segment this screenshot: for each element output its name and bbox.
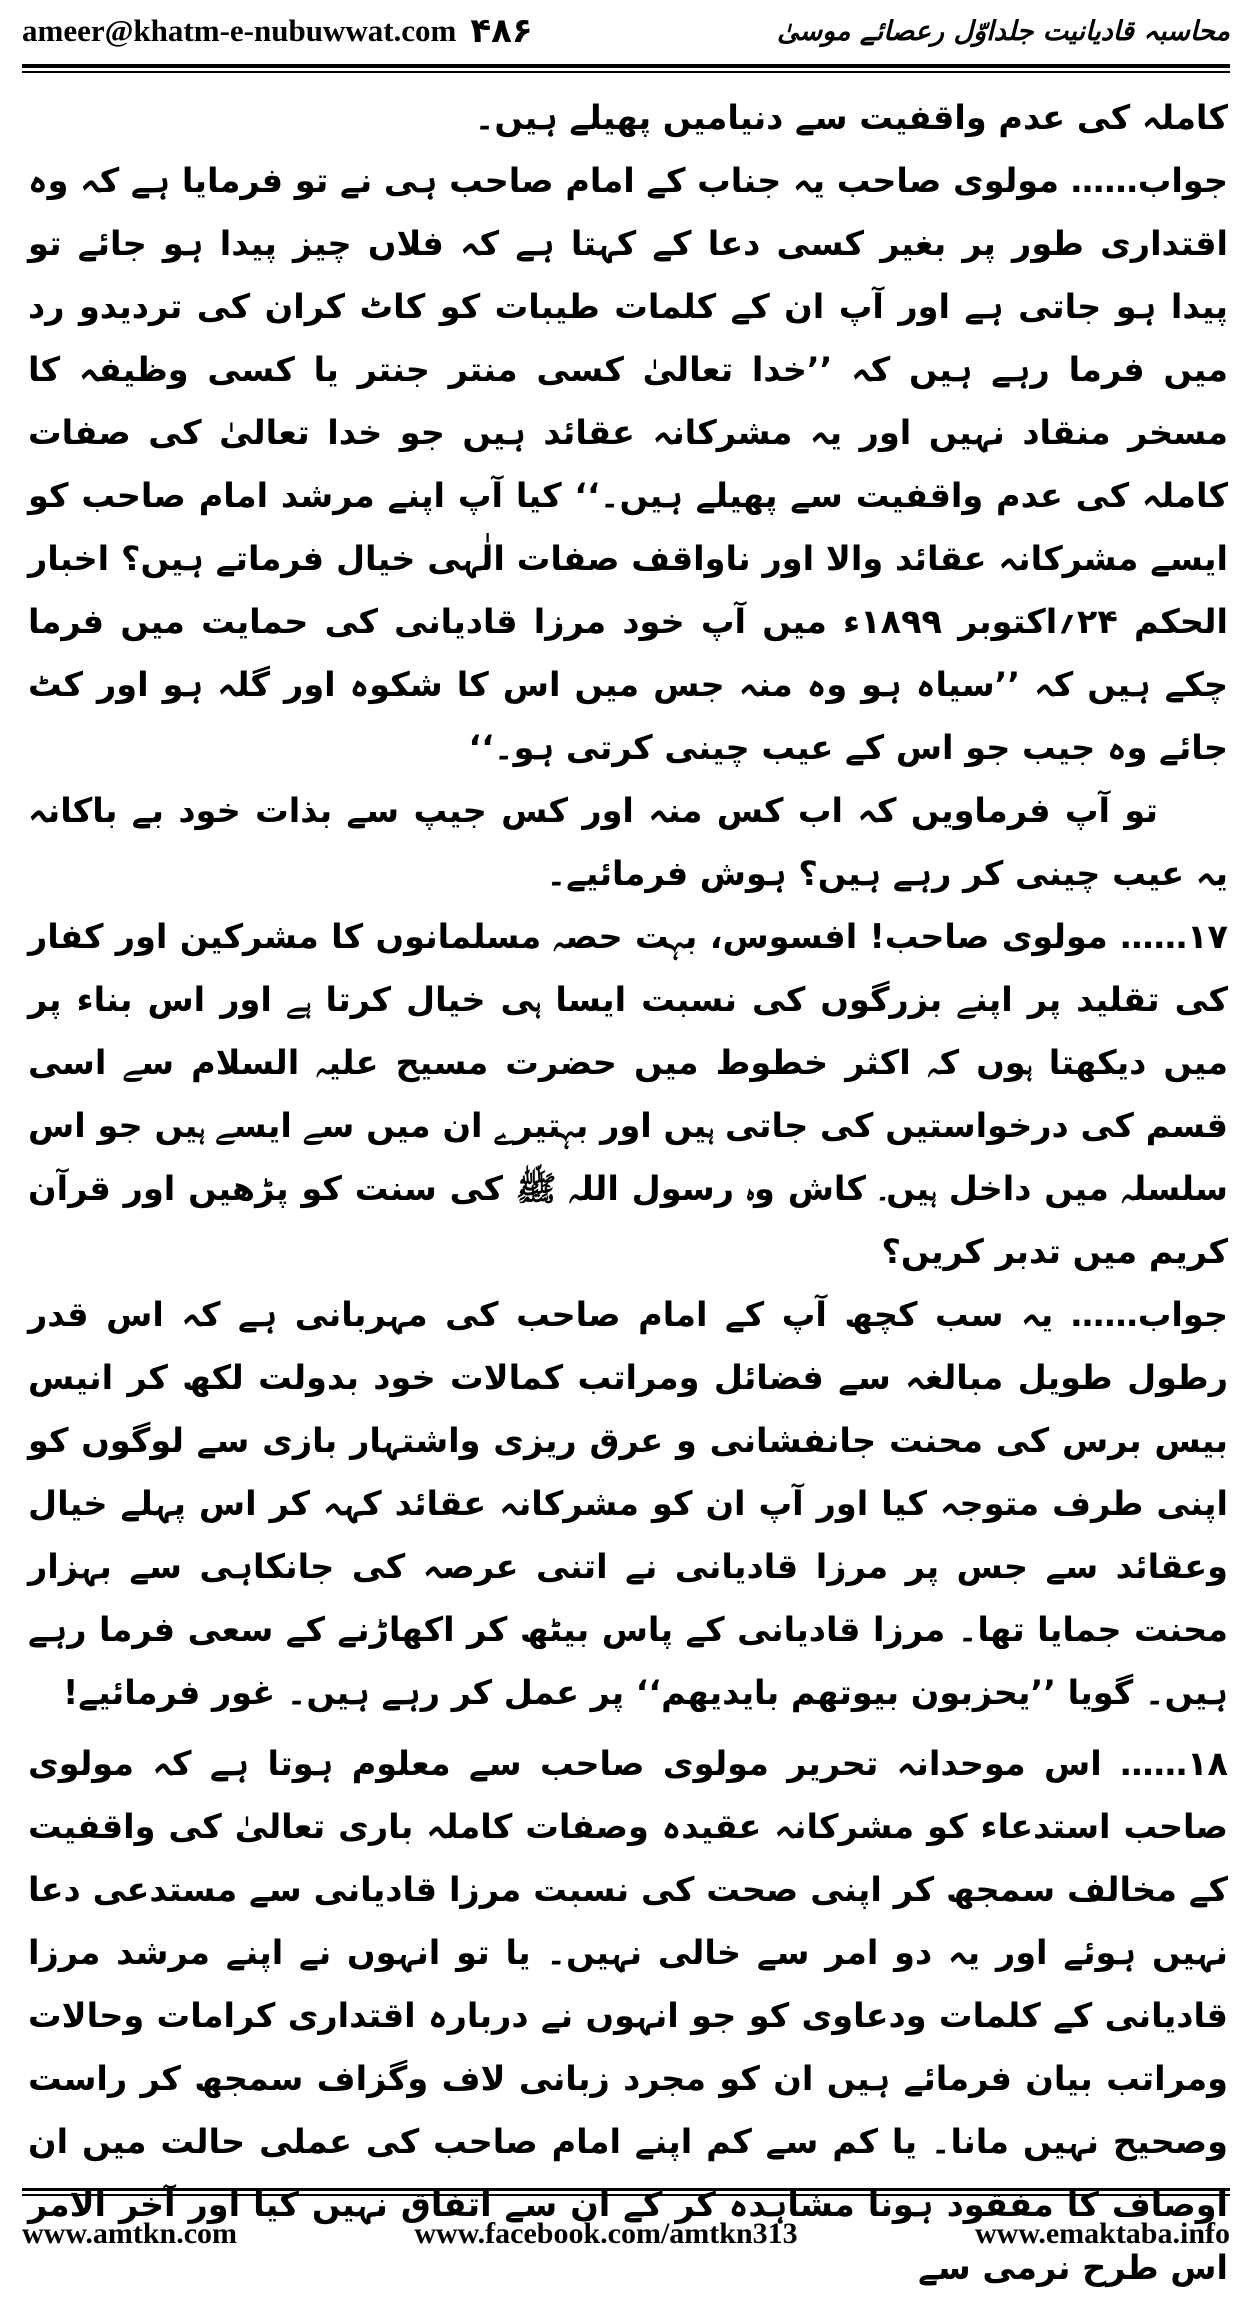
page-header [22,0,1230,62]
page-number: ۴۸۶ [470,11,533,51]
footer-link-emaktaba: www.emaktaba.info [974,2217,1230,2250]
paragraph-2: جواب…… مولوی صاحب یہ جناب کے امام صاحب ہی نے تو فرمایا ہے کہ وہ اقتداری طور پر بغیر کسی دعا کے کہتا ہے کہ فلاں چیز پیدا ہو جائے تو پیدا ہو جاتی ہے اور آپ ان کے کلمات طیبات کو کاٹ کران کی تردیدو رد میں فرما رہے ہیں کہ ’’خدا تعالیٰ کسی منتر جنتر یا کسی وظیفہ کا مسخر منقاد نہیں اور یہ مشرکانہ عقائد ہیں جو خدا تعالیٰ کی صفات کاملہ کی عدم واقفیت سے پھیلے ہیں۔‘‘ کیا آپ اپنے مرشد امام صاحب کو ایسے مشرکانہ عقائد والا اور ناواقف صفات الٰہی خیال فرماتے ہیں؟ اخبار الحکم ۲۴؍اکتوبر ۱۸۹۹ء میں آپ خود مرزا قادیانی کی حمایت میں فرما چکے ہیں کہ ’’سیاہ ہو وہ منہ جس میں اس کا شکوہ اور گلہ ہو اور کٹ جائے وہ جیب جو اس کے عیب چینی کرتی ہو۔‘‘ [28,161,1228,767]
paragraph-1: کاملہ کی عدم واقفیت سے دنیامیں پھیلے ہیں۔ [474,98,1228,137]
page-footer [22,2204,1230,2264]
header-email: ameer@khatm-e-nubuwwat.com [22,13,457,48]
footer-link-facebook: www.facebook.com/amtkn313 [414,2217,798,2250]
footer-rule [22,2188,1230,2196]
footer-link-amtkn: www.amtkn.com [22,2217,237,2250]
header-left [22,11,533,51]
paragraph-5: جواب…… یہ سب کچھ آپ کے امام صاحب کی مہربانی ہے کہ اس قدر رطول طویل مبالغہ سے فضائل ومراتب کمالات خود بدولت لکھ کر انیس بیس برس کی محنت جانفشانی و عرق ریزی واشتہار بازی سے لوگوں کو اپنی طرف متوجہ کیا اور آپ ان کو مشرکانہ عقائد کہہ کر اس پہلے خیال وعقائد سے جس پر مرزا قادیانی نے اتنی عرصہ کی جانکاہی سے بہزار محنت جمایا تھا۔ مرزا قادیانی کے پاس بیٹھ کر اکھاڑنے کے سعی فرما رہے ہیں۔ گویا ’’یحزبون بیوتھم بایدیھم‘‘ پر عمل کر رہے ہیں۔ غور فرمائیے! [28,1295,1228,1712]
book-title: محاسبہ قادیانیت جلداوّل رعصائے موسیٰ [776,15,1230,47]
paragraph-3: تو آپ فرماویں کہ اب کس منہ اور کس جیپ سے بذات خود بے باکانہ یہ عیب چینی کر رہے ہیں؟ ہوش فرمائیے۔ [28,791,1228,893]
paragraph-4: ۱۷…… مولوی صاحب! افسوس، بہت حصہ مسلمانوں کا مشرکین اور کفار کی تقلید پر اپنے بزرگوں کی نسبت ایسا ہی خیال کرتا ہے اور اس بناء پر میں دیکھتا ہوں کہ اکثر خطوط میں حضرت مسیح علیہ السلام سے اسی قسم کی درخواستیں کی جاتی ہیں اور بہتیرے ان میں سے ایسے ہیں جو اس سلسلہ میں داخل ہیں۔ کاش وہ رسول اللہ ﷺ کی سنت کو پڑھیں اور قرآن کریم میں تدبر کریں؟ [28,917,1228,1271]
paragraph-6: ۱۸…… اس موحدانہ تحریر مولوی صاحب سے معلوم ہوتا ہے کہ مولوی صاحب استدعاء کو مشرکانہ عقیدہ وصفات کاملہ باری تعالیٰ کی واقفیت کے مخالف سمجھ کر اپنی صحت کی نسبت مرزا قادیانی سے مستدعی دعا نہیں ہوئے اور یہ دو امر سے خالی نہیں۔ یا تو انہوں نے اپنے مرشد مرزا قادیانی کے کلمات ودعاوی کو جو انہوں نے دربارہ اقتداری کرامات وحالات ومراتب بیان فرمائے ہیں ان کو مجرد زبانی لاف وگزاف سمجھ کر راست وصحیح نہیں مانا۔ یا کم سے کم اپنے امام صاحب کی عملی حالت میں ان اوصاف کا مفقود ہونا مشاہدہ کر کے ان سے اتفاق نہیں کیا اور آخر الامر اس طرح نرمی سے [28,1744,1228,2287]
header-rule [22,64,1230,73]
